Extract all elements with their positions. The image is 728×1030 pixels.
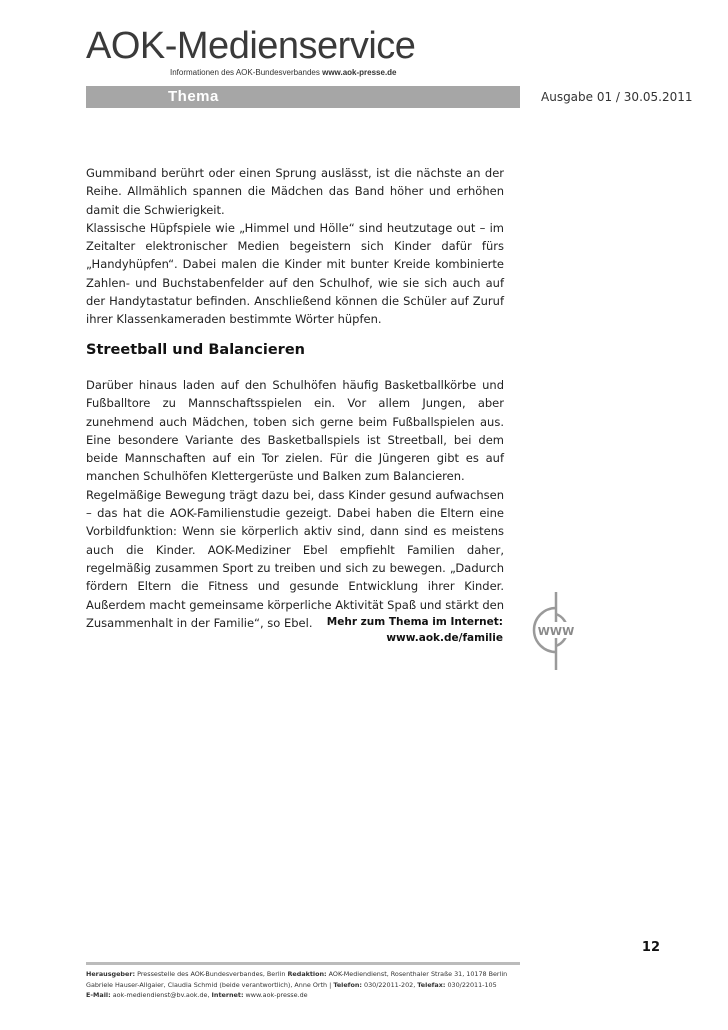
more-info-link[interactable]: www.aok.de/familie (386, 632, 503, 644)
issue-date: Ausgabe 01 / 30.05.2011 (541, 90, 693, 104)
editorial-label: Redaktion: (287, 970, 327, 978)
section-bar (86, 86, 520, 108)
paragraph: Regelmäßige Bewegung trägt dazu bei, dass Kinder gesund aufwachsen – das hat die AOK-Familienstudie gezeigt. Dabei haben die Eltern eine Vorbildfunktion: Wenn sie körperlich aktiv sind, dann sind es meistens auch die Kinder. AOK-Mediziner Ebel empfiehlt Familien daher, regelmäßig zusammen Sport zu treiben und sich zu bewegen. „Dadurch fördern Eltern die Fitness und gesunde Entwicklung ihrer Kinder. Außerdem macht gemeinsame körperliche Aktivität Spaß und stärkt den Zusammenhalt in der Familie“, so Ebel. (86, 487, 505, 630)
publisher-label: Herausgeber: (86, 970, 136, 978)
email-link[interactable]: aok-mediendienst@bv.aok.de, (112, 991, 210, 999)
publisher: Pressestelle des AOK-Bundesverbandes, Berlin (137, 970, 286, 978)
section-heading: Streetball und Balancieren (86, 342, 305, 358)
masthead-url[interactable]: www.aok-presse.de (322, 68, 397, 77)
intro-text (86, 164, 504, 329)
section-label: Thema (168, 88, 219, 105)
footer-divider (86, 962, 520, 965)
page-number: 12 (641, 940, 660, 955)
imprint (86, 969, 520, 1001)
more-info (300, 614, 503, 646)
staff: Gabriele Hauser-Allgaier, Claudia Schmid (beide verantwortlich), Anne Orth | (86, 980, 332, 989)
internet-label: Internet: (211, 991, 244, 999)
email-label: E-Mail: (86, 991, 111, 999)
fax: 030/22011-105 (447, 980, 497, 989)
phone: 030/22011-202, (364, 980, 416, 989)
paragraph: Gummiband berührt oder einen Sprung auslässt, ist die nächste an der Reihe. Allmählich spannen die Mädchen das Band höher und erhöhen damit die Schwierigkeit. (86, 166, 504, 217)
editorial: AOK-Mediendienst, Rosenthaler Straße 31, 10178 Berlin (328, 970, 508, 978)
masthead-subtitle (170, 68, 397, 77)
fax-label: Telefax: (417, 980, 446, 989)
masthead-subtitle-text: Informationen des AOK-Bundesverbandes (170, 68, 320, 77)
section-text (86, 376, 504, 632)
paragraph: Darüber hinaus laden auf den Schulhöfen häufig Basketballkörbe und Fußballtore zu Mannschaftsspielen ein. Vor allem Jungen, aber zunehmend auch Mädchen, toben sich gerne beim Fußballspielen aus. Eine besondere Variante des Basketballspiels ist Streetball, bei dem beide Mannschaften auf ein Tor zielen. Für die Jüngeren gibt es auf manchen Schulhöfen Klettergerüste und Balken zum Balancieren. (86, 378, 504, 484)
www-icon (532, 590, 580, 672)
paragraph: Klassische Hüpfspiele wie „Himmel und Hölle“ sind heutzutage out – im Zeitalter elektronischer Medien begeistern sich Kinder dafür fürs „Handyhüpfen“. Dabei malen die Kinder mit bunter Kreide kombinierte Zahlen- und Buchstabenfelder auf den Schulhof, wie sie sich auch auf der Handytastatur befinden. Anschließend können die Schüler auf Zuruf ihrer Klassenkameraden bestimmte Wörter hüpfen. (86, 220, 504, 327)
more-info-label: Mehr zum Thema im Internet: (326, 616, 503, 628)
www-icon-label: WWW (537, 625, 575, 638)
phone-label: Telefon: (333, 980, 362, 989)
internet-link[interactable]: www.aok-presse.de (245, 991, 308, 999)
masthead-title: AOK-Medienservice (86, 25, 416, 67)
